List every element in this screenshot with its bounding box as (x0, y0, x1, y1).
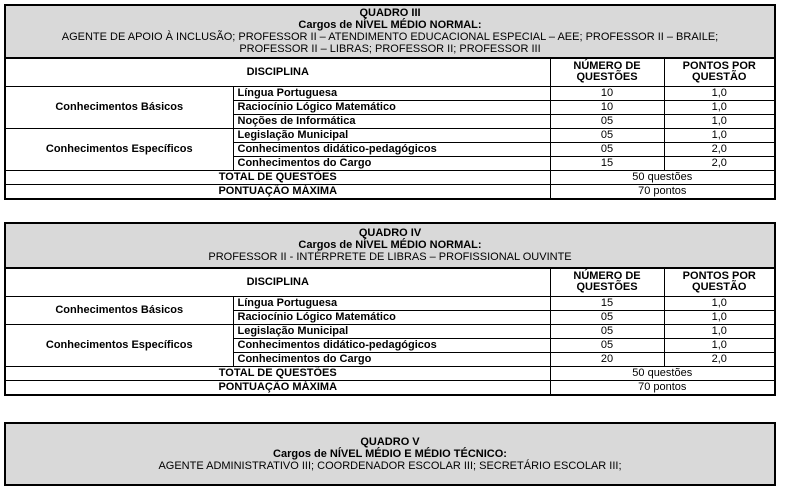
max-value: 70 pontos (550, 184, 774, 198)
disciplina-cell: Língua Portuguesa (233, 86, 550, 100)
header-numero: NÚMERO DE QUESTÕES (550, 268, 664, 296)
quadro-header (6, 6, 774, 57)
quadro-title: QUADRO V (360, 436, 420, 448)
table-header-row (6, 268, 774, 296)
table-header-row (6, 58, 774, 86)
quadro-iv (4, 222, 776, 396)
quadro-v (4, 422, 776, 486)
total-value: 50 questões (550, 366, 774, 380)
pontos-cell: 2,0 (664, 142, 774, 156)
table-row (6, 86, 774, 100)
quadro-level: Cargos de NÍVEL MÉDIO NORMAL: (298, 239, 482, 251)
pontos-cell: 2,0 (664, 352, 774, 366)
questoes-cell: 05 (550, 310, 664, 324)
max-row (6, 380, 774, 394)
pontos-cell: 1,0 (664, 114, 774, 128)
header-pontos: PONTOS POR QUESTÃO (664, 58, 774, 86)
pontos-cell: 1,0 (664, 128, 774, 142)
header-numero: NÚMERO DE QUESTÕES (550, 58, 664, 86)
questoes-cell: 05 (550, 114, 664, 128)
quadro-level: Cargos de NÍVEL MÉDIO NORMAL: (298, 19, 482, 31)
pontos-cell: 1,0 (664, 100, 774, 114)
disciplina-cell: Língua Portuguesa (233, 296, 550, 310)
questoes-cell: 10 (550, 100, 664, 114)
header-disciplina: DISCIPLINA (6, 268, 550, 296)
quadro-title: QUADRO IV (358, 227, 422, 239)
total-label: TOTAL DE QUESTÕES (6, 366, 550, 380)
disciplina-cell: Conhecimentos do Cargo (233, 156, 550, 170)
quadro-positions: PROFESSOR II - INTÉRPRETE DE LIBRAS – PROFISSIONAL OUVINTE (208, 251, 572, 263)
disciplina-cell: Conhecimentos didático-pedagógicos (233, 142, 550, 156)
quadro-positions: AGENTE ADMINISTRATIVO III; COORDENADOR ESCOLAR III; SECRETÁRIO ESCOLAR III; (158, 460, 622, 472)
pontos-cell: 1,0 (664, 324, 774, 338)
table-row (6, 324, 774, 338)
disciplina-cell: Conhecimentos didático-pedagógicos (233, 338, 550, 352)
quadro-level: Cargos de NÍVEL MÉDIO E MÉDIO TÉCNICO: (273, 448, 507, 460)
quadro-positions: PROFESSOR II – LIBRAS; PROFESSOR II; PROFESSOR III (239, 43, 541, 55)
disciplina-cell: Raciocínio Lógico Matemático (233, 310, 550, 324)
disciplina-cell: Legislação Municipal (233, 128, 550, 142)
quadro-header (6, 224, 774, 267)
quadro-table (6, 57, 774, 198)
questoes-cell: 20 (550, 352, 664, 366)
questoes-cell: 15 (550, 296, 664, 310)
quadro-positions: AGENTE DE APOIO À INCLUSÃO; PROFESSOR II – ATENDIMENTO EDUCACIONAL ESPECIAL – AEE; PROFESSOR II – BRAILE; (61, 31, 719, 43)
pontos-cell: 1,0 (664, 296, 774, 310)
total-value: 50 questões (550, 170, 774, 184)
quadro-table (6, 267, 774, 394)
questoes-cell: 05 (550, 324, 664, 338)
header-pontos: PONTOS POR QUESTÃO (664, 268, 774, 296)
questoes-cell: 15 (550, 156, 664, 170)
total-row (6, 366, 774, 380)
total-label: TOTAL DE QUESTÕES (6, 170, 550, 184)
group-label: Conhecimentos Específicos (6, 324, 233, 366)
total-row (6, 170, 774, 184)
disciplina-cell: Noções de Informática (233, 114, 550, 128)
group-label: Conhecimentos Específicos (6, 128, 233, 170)
questoes-cell: 10 (550, 86, 664, 100)
disciplina-cell: Raciocínio Lógico Matemático (233, 100, 550, 114)
table-row (6, 296, 774, 310)
pontos-cell: 1,0 (664, 310, 774, 324)
group-label: Conhecimentos Básicos (6, 296, 233, 324)
group-label: Conhecimentos Básicos (6, 86, 233, 128)
quadro-title: QUADRO III (359, 7, 421, 19)
max-row (6, 184, 774, 198)
pontos-cell: 1,0 (664, 86, 774, 100)
max-label: PONTUAÇÃO MÁXIMA (6, 184, 550, 198)
max-label: PONTUAÇÃO MÁXIMA (6, 380, 550, 394)
disciplina-cell: Legislação Municipal (233, 324, 550, 338)
pontos-cell: 1,0 (664, 338, 774, 352)
max-value: 70 pontos (550, 380, 774, 394)
questoes-cell: 05 (550, 338, 664, 352)
quadro-iii (4, 4, 776, 200)
questoes-cell: 05 (550, 128, 664, 142)
questoes-cell: 05 (550, 142, 664, 156)
quadro-header (6, 424, 774, 484)
pontos-cell: 2,0 (664, 156, 774, 170)
header-disciplina: DISCIPLINA (6, 58, 550, 86)
disciplina-cell: Conhecimentos do Cargo (233, 352, 550, 366)
table-row (6, 128, 774, 142)
